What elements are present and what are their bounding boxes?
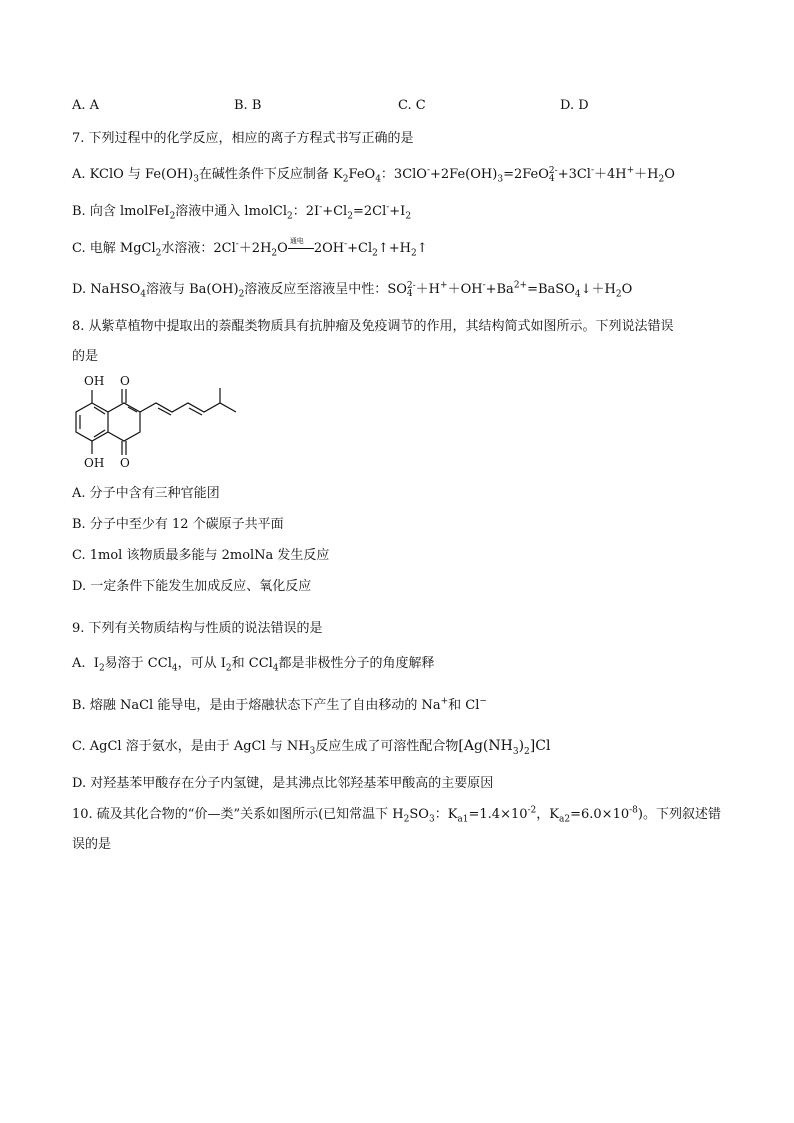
electrolysis-arrow: 通电 (288, 243, 314, 255)
q7-option-d: D. NaHSO$_4$溶液与 $Ba(OH)_2$溶液反应至溶液呈中性：SO 2- 4 $+H^++OH^-+Ba^{2+}=BaSO_4↓+H_2O$ (72, 280, 633, 300)
o-label-top: O (120, 374, 130, 388)
q6-option-a: A. A (72, 98, 100, 113)
q9-option-b: B. 熔融 NaCl 能导电，是由于熔融状态下产生了自由移动的 Na+和 Cl− (72, 696, 487, 713)
q10-stem-line1: 10. 硫及其化合物的“价—类”关系如图所示(已知常温下 $H_2SO_3$：$K_{a1}=1.4\times 10^{-2}$，$K_{a2}=6.0\times 10^{-8}$)。下列叙述错 (72, 805, 721, 825)
q8-option-b: B. 分子中至少有 12 个碳原子共平面 (72, 517, 284, 532)
q9-option-a: A. $I_2$易溶于 CCl$_4$，可从 $I_2$和 CCl$_4$都是非极性分子的角度解释 (72, 656, 435, 674)
q6-option-c: C. C (398, 98, 426, 113)
q6-option-d: D. D (560, 98, 589, 113)
q6-options-row (72, 98, 732, 116)
oh-label-top: OH (84, 374, 105, 388)
q10-stem-line2: 误的是 (72, 837, 112, 852)
q8-option-c: C. 1mol 该物质最多能与 2molNa 发生反应 (72, 548, 330, 563)
q8-stem-line1: 8. 从紫草植物中提取出的萘醌类物质具有抗肿瘤及免疫调节的作用，其结构简式如图所示。下列说法错误 (72, 319, 674, 334)
q6-option-b: B. B (234, 98, 262, 113)
naphthoquinone-structure (72, 372, 252, 476)
silver-ammine-complex: $[Ag(NH_3)_2]Cl$ (458, 738, 551, 757)
q8-stem-line2: 的是 (72, 349, 99, 364)
q8-option-a: A. 分子中含有三种官能团 (72, 486, 220, 501)
ferrate-ion: FeO 2- 4 (522, 165, 558, 184)
q7-option-c: C. 电解 MgCl$_2$水溶液：$2Cl^-+2H_2O$ 通电 $2OH^-+Cl_2↑+H_2↑$ (72, 236, 428, 259)
sulfate-ion: SO 2- 4 (387, 280, 416, 299)
q7-option-a: A. KClO 与 $Fe(OH)_3$在碱性条件下反应制备 $K_2FeO_4$：$3ClO^-+2Fe(OH)_3=2FeO$ 2- 4 $+3Cl^-+4H^++H_2O$ (72, 165, 675, 185)
q9-stem: 9. 下列有关物质结构与性质的说法错误的是 (72, 621, 323, 636)
q7-stem: 7. 下列过程中的化学反应，相应的离子方程式书写正确的是 (72, 131, 414, 146)
q9-option-c: C. AgCl 溶于氨水，是由于 AgCl 与 $NH_3$反应生成了可溶性配合物$[Ag(NH_3)_2]Cl$ (72, 738, 551, 757)
q9-option-d: D. 对羟基苯甲酸存在分子内氢键，是其沸点比邻羟基苯甲酸高的主要原因 (72, 776, 494, 791)
q7-option-b: B. 向含 lmolFeI$_2$溶液中通入 lmolCl$_2$：$2I^-+Cl_2=2Cl^-+I_2$ (72, 202, 412, 222)
q8-option-d: D. 一定条件下能发生加成反应、氧化反应 (72, 579, 312, 594)
oh-label-bottom: OH (84, 456, 105, 470)
o-label-bottom: O (120, 456, 130, 470)
